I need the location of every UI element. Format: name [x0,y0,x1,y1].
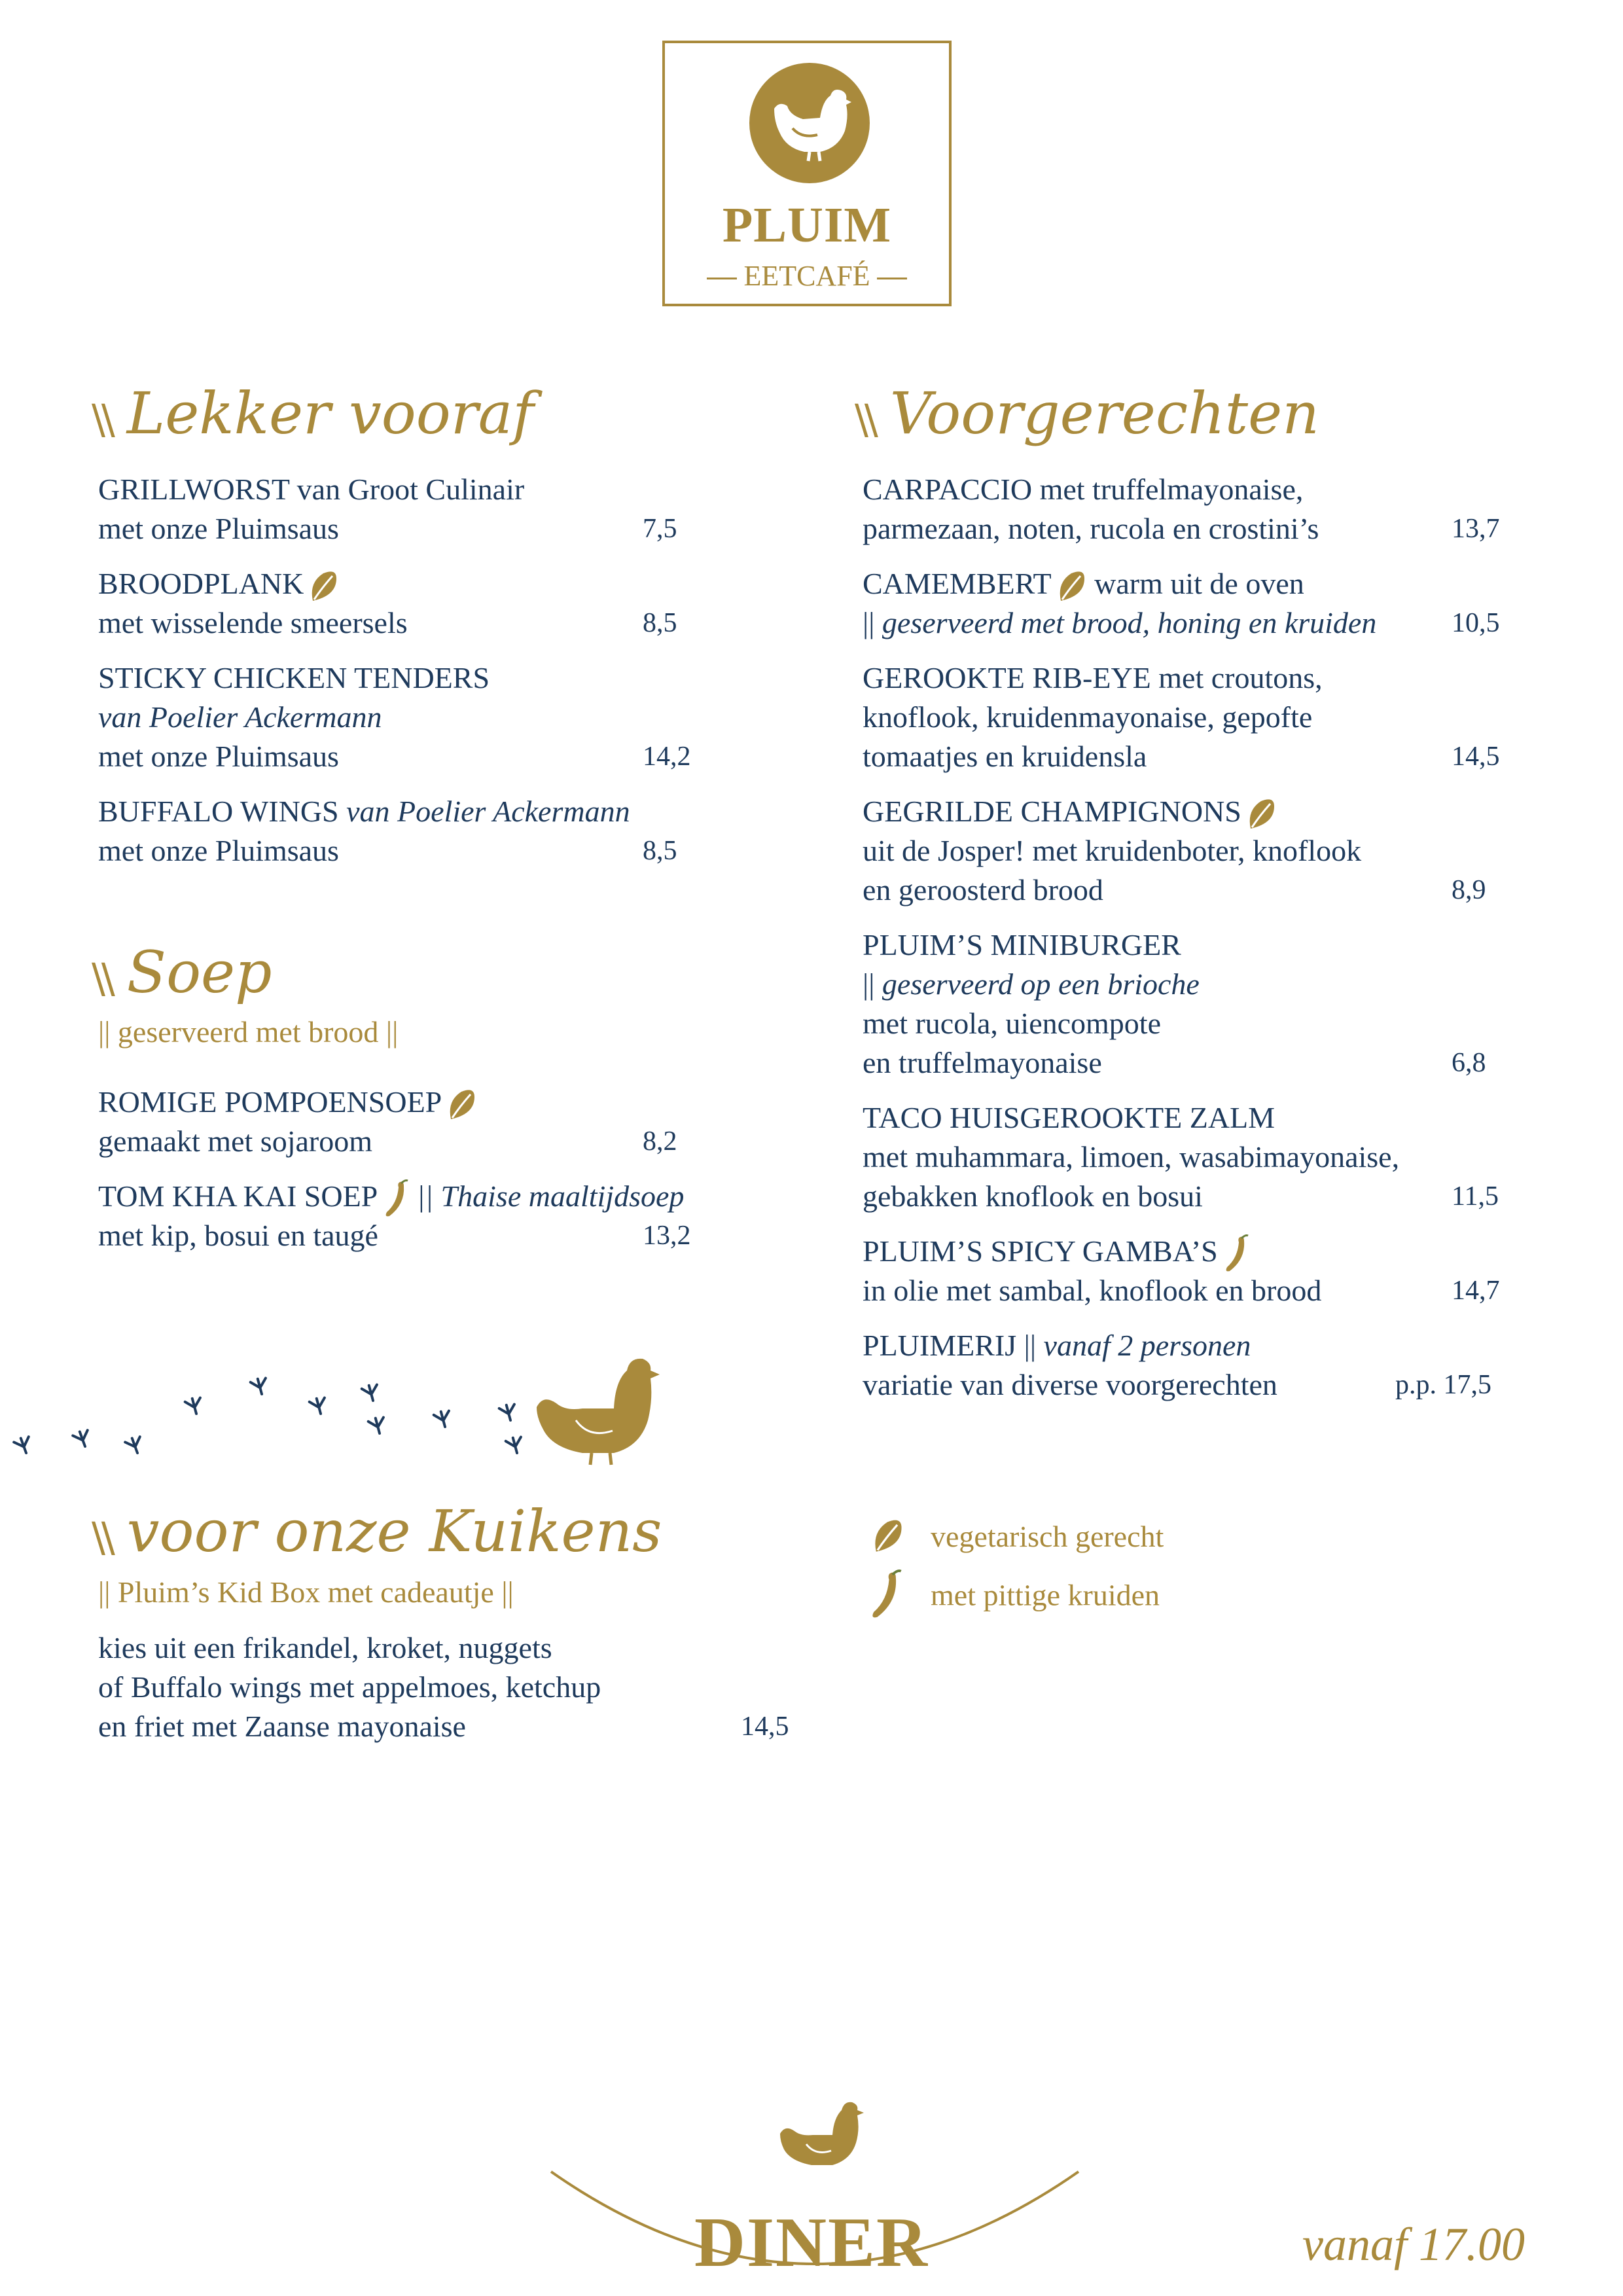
item-name: TOM KHA KAI SOEP || Thaise maaltijdsoep [98,1177,684,1216]
section-slash: \\ [92,954,111,1002]
item-description: in olie met sambal, knoflook en brood 14,7 [863,1271,1321,1310]
section-title: Lekker vooraf [126,380,534,447]
item-name: CAMEMBERT warm uit de oven [863,564,1376,603]
item-price: 14,5 [1452,742,1500,772]
section-subtitle: || geserveerd met brood || [98,1015,399,1049]
section-slash: \\ [92,1513,111,1561]
item-price: 8,5 [643,608,677,638]
item-description: || geserveerd op een brioche [863,967,1200,1001]
item-name: PLUIM’S MINIBURGER [863,928,1181,961]
leaf-icon [870,1518,904,1554]
hen-icon [537,1359,660,1465]
item-name: GEROOKTE RIB-EYE met croutons, [863,661,1323,694]
item-description: gebakken knoflook en bosui 11,5 [863,1177,1399,1216]
item-description: met onze Pluimsaus 14,2 [98,737,490,776]
leaf-icon [1056,569,1087,603]
item-description: gemaakt met sojaroom 8,2 [98,1122,477,1161]
item-price-per-person: p.p. 17,5 [1395,1370,1491,1400]
item-price: 8,9 [1452,875,1486,905]
item-price: 7,5 [643,514,677,544]
section-slash: \\ [92,395,111,443]
item-price: 8,2 [643,1126,677,1157]
chili-icon [865,1570,904,1621]
legend-label: vegetarisch gerecht [931,1519,1164,1553]
brand-subtitle: EETCAFÉ [665,259,949,293]
item-description: parmezaan, noten, rucola en crostini’s 13,7 [863,509,1319,548]
menu-item-grillworst [98,470,677,548]
hen-icon [780,2102,864,2165]
menu-item-kid-box [98,1628,789,1746]
item-description: en truffelmayonaise 6,8 [863,1043,1200,1083]
item-price: 13,7 [1452,514,1500,544]
opening-time: vanaf 17.00 [1302,2218,1525,2270]
legend-label: met pittige kruiden [931,1578,1160,1612]
menu-item-spicy-gambas [863,1232,1500,1310]
item-description: tomaatjes en kruidensla 14,5 [863,737,1323,776]
item-name: ROMIGE POMPOENSOEP [98,1083,477,1122]
item-description: || geserveerd met brood, honing en kruiden 10,5 [863,603,1376,643]
section-header-lekker [92,380,534,447]
item-description: uit de Josper! met kruidenboter, knoflook [863,834,1362,867]
menu-item-pompoensoep [98,1083,677,1161]
section-title: Voorgerechten [889,380,1319,447]
item-description: met rucola, uiencompote [863,1007,1162,1040]
item-price: 14,5 [741,1712,789,1742]
item-description: knoflook, kruidenmayonaise, gepofte [863,700,1313,734]
item-price: 11,5 [1452,1181,1499,1211]
item-name: PLUIM’S SPICY GAMBA’S [863,1232,1321,1271]
section-title: Soep [126,939,272,1006]
item-description: met kip, bosui en taugé 13,2 [98,1216,684,1255]
menu-item-champignons [863,792,1486,910]
item-price: 10,5 [1452,608,1500,638]
logo [662,41,952,306]
item-name: CARPACCIO met truffelmayonaise, [863,473,1304,506]
item-description: met wisselende smeersels 8,5 [98,603,408,643]
item-name: TACO HUISGEROOKTE ZALM [863,1101,1275,1134]
item-price: 13,2 [643,1221,691,1251]
item-supplier: van Poelier Ackermann [98,700,382,734]
menu-item-pluimerij [863,1326,1491,1405]
hen-logo-icon [749,63,870,183]
item-description: met onze Pluimsaus 7,5 [98,509,524,548]
item-name: STICKY CHICKEN TENDERS [98,661,490,694]
item-name: GRILLWORST van Groot Culinair [98,473,525,506]
leaf-icon [308,569,339,603]
section-header-soep [92,939,272,1006]
item-description: of Buffalo wings met appelmoes, ketchup [98,1670,601,1704]
item-description: en friet met Zaanse mayonaise 14,5 [98,1707,601,1746]
item-description: kies uit een frikandel, kroket, nuggets [98,1631,552,1664]
item-name: GEGRILDE CHAMPIGNONS [863,792,1361,831]
menu-item-broodplank [98,564,677,643]
item-description: en geroosterd brood 8,9 [863,870,1361,910]
menu-item-camembert [863,564,1500,643]
menu-title: DINER [694,2204,929,2282]
item-description: variatie van diverse voorgerechten p.p. 17,5 [863,1365,1277,1405]
menu-item-taco-zalm [863,1098,1499,1216]
item-name: PLUIMERIJ || vanaf 2 personen [863,1329,1251,1362]
item-price: 14,2 [643,742,691,772]
menu-item-sticky-chicken [98,658,691,776]
menu-item-tom-kha-kai [98,1177,691,1255]
menu-item-buffalo-wings [98,792,677,870]
item-description: met muhammara, limoen, wasabimayonaise, [863,1140,1400,1174]
leaf-icon [446,1088,477,1122]
item-price: 14,7 [1452,1276,1500,1306]
item-name: BUFFALO WINGS van Poelier Ackermann [98,795,630,828]
leaf-icon [1245,797,1277,831]
chili-icon [1222,1234,1249,1274]
legend-vegetarian [870,1516,1164,1554]
item-price: 6,8 [1452,1048,1486,1078]
menu-item-carpaccio [863,470,1500,548]
item-description: met onze Pluimsaus 8,5 [98,831,630,870]
section-slash: \\ [855,395,874,443]
item-price: 8,5 [643,836,677,866]
brand-name: PLUIM [722,198,892,253]
menu-item-miniburger [863,925,1486,1083]
chili-icon [382,1179,409,1219]
section-subtitle: || Pluim’s Kid Box met cadeautje || [98,1575,514,1609]
legend-spicy [865,1570,1160,1621]
section-header-voorgerechten [855,380,1319,447]
item-name: BROODPLANK [98,564,408,603]
menu-item-rib-eye [863,658,1500,776]
section-header-kuikens [92,1498,662,1565]
section-title: voor onze Kuikens [126,1498,662,1565]
chicken-footprints-illustration [7,1335,694,1486]
